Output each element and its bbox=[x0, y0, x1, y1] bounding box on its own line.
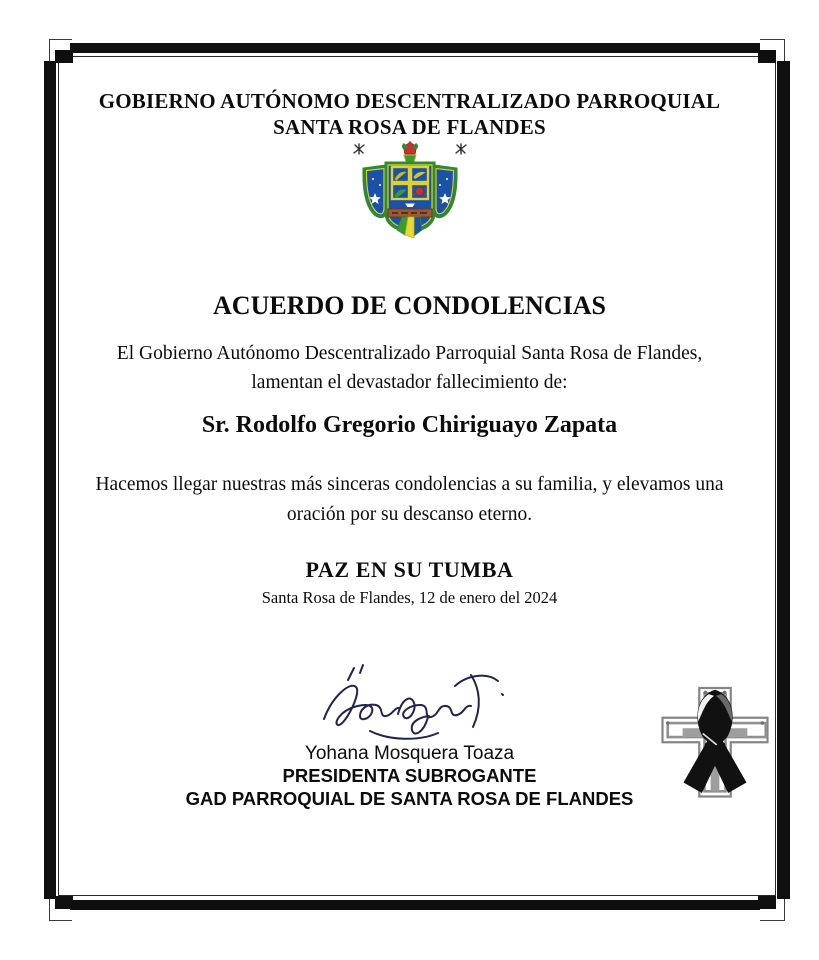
deceased-name: Sr. Rodolfo Gregorio Chiriguayo Zapata bbox=[201, 412, 618, 438]
condolence-paragraph bbox=[0, 339, 819, 397]
paragraph-line: oración por su descanso eterno. bbox=[286, 504, 533, 525]
signer-organization: GAD PARROQUIAL DE SANTA ROSA DE FLANDES bbox=[185, 788, 634, 809]
frame-corner-step bbox=[55, 896, 73, 909]
org-name-line1: GOBIERNO AUTÓNOMO DESCENTRALIZADO PARROQUIAL bbox=[98, 89, 721, 113]
document-title: ACUERDO DE CONDOLENCIAS bbox=[213, 291, 606, 320]
parish-coat-of-arms-icon bbox=[350, 141, 470, 255]
farewell-line: PAZ EN SU TUMBA bbox=[305, 557, 514, 582]
condolence-paragraph bbox=[0, 470, 819, 530]
paragraph-line: El Gobierno Autónomo Descentralizado Parroquial Santa Rosa de Flandes, bbox=[116, 343, 703, 364]
frame-corner-step bbox=[758, 50, 776, 63]
mourning-ribbon-cross-icon bbox=[659, 680, 771, 808]
paragraph-line: Hacemos llegar nuestras más sinceras condolencias a su familia, y elevamos una bbox=[95, 474, 724, 495]
handwritten-signature bbox=[310, 659, 515, 745]
signer-name: Yohana Mosquera Toaza bbox=[304, 743, 515, 764]
org-name-line2: SANTA ROSA DE FLANDES bbox=[273, 115, 546, 139]
dateline: Santa Rosa de Flandes, 12 de enero del 2024 bbox=[261, 588, 558, 607]
frame-corner-step bbox=[55, 50, 73, 63]
frame-border-top bbox=[70, 43, 760, 53]
paragraph-line: lamentan el devastador fallecimiento de: bbox=[251, 372, 568, 393]
frame-corner-step bbox=[758, 896, 776, 909]
signer-role: PRESIDENTA SUBROGANTE bbox=[282, 765, 537, 786]
frame-border-bottom bbox=[70, 900, 760, 910]
